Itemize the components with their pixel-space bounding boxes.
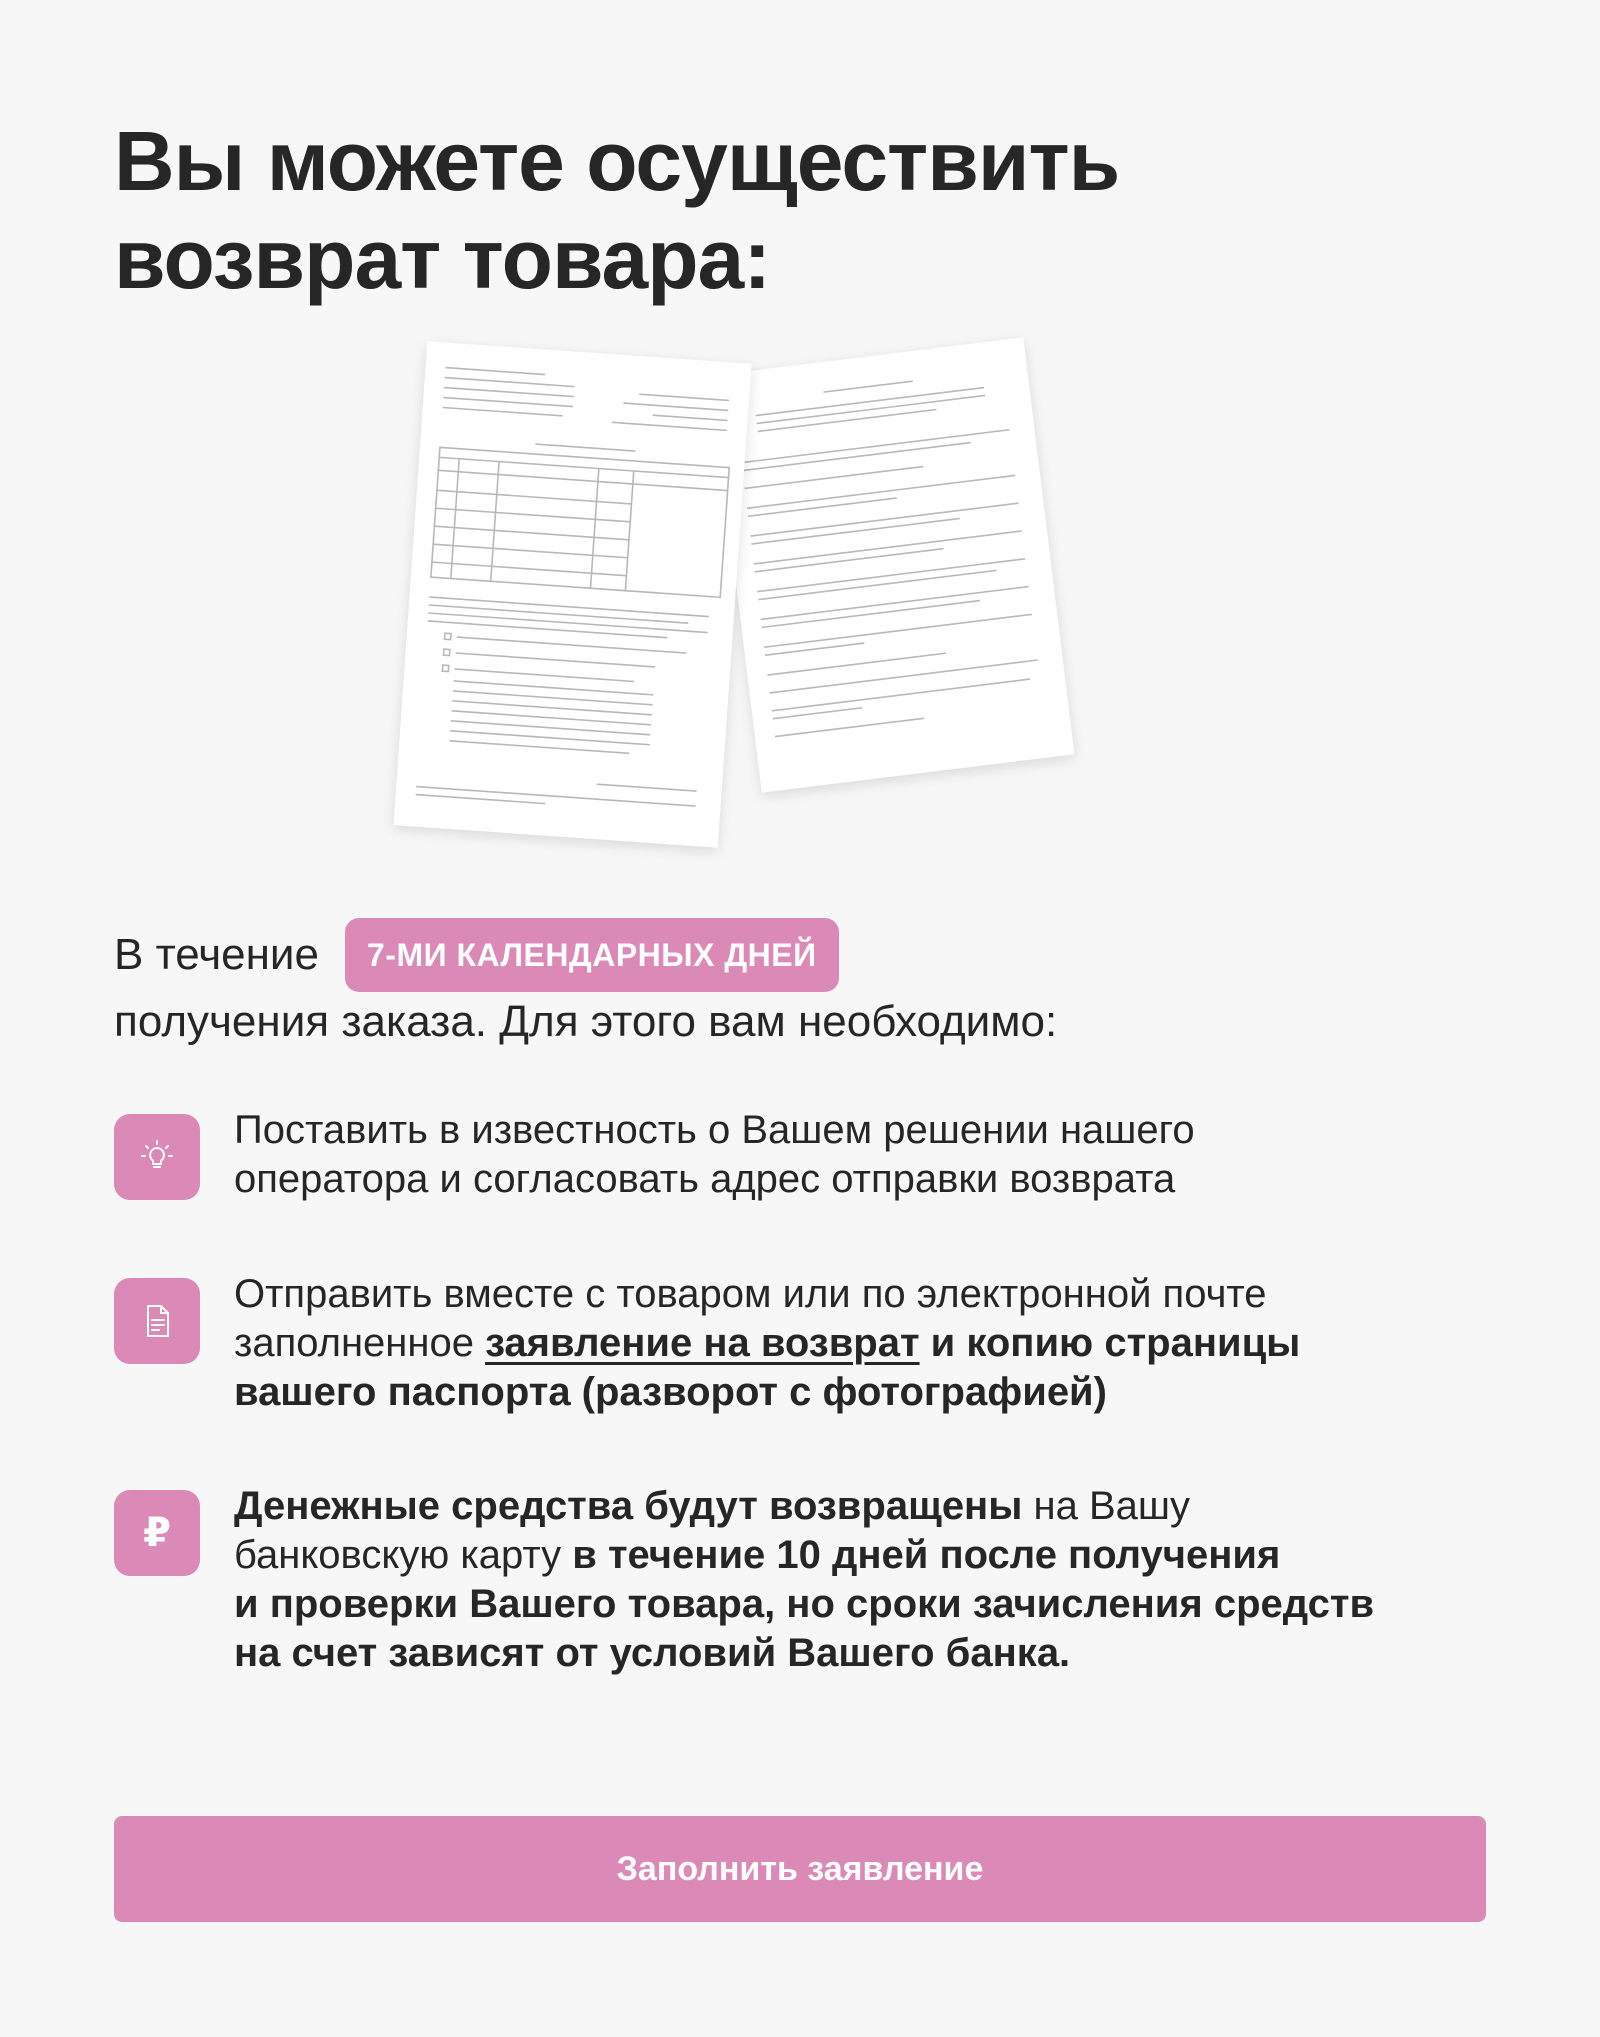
intro-prefix: В течение: [114, 930, 319, 979]
client-memo-sheet: [711, 337, 1075, 792]
step-3-normal-1: на Вашу: [1022, 1484, 1190, 1528]
return-application-sheet: [393, 341, 751, 847]
intro-suffix: получения заказа. Для этого вам необходимо:: [114, 997, 1058, 1046]
return-application-link[interactable]: заявление на возврат: [485, 1321, 920, 1365]
return-period-badge: 7-МИ КАЛЕНДАРНЫХ ДНЕЙ: [345, 918, 839, 992]
step-3-bold-3: и проверки Вашего товара, но сроки зачисления средств: [234, 1582, 1375, 1626]
step-1-line-1: Поставить в известность о Вашем решении нашего: [234, 1108, 1195, 1152]
step-refund-text: [234, 1482, 1534, 1678]
ruble-icon: [114, 1490, 200, 1576]
page-title: [114, 112, 1414, 308]
step-send-text: [234, 1270, 1534, 1417]
return-period-intro: [114, 916, 1494, 1050]
return-form-documents-image: [390, 340, 1110, 870]
step-1-line-2: оператора и согласовать адрес отправки возврата: [234, 1157, 1176, 1201]
step-3-normal-2: банковскую карту: [234, 1533, 573, 1577]
step-2-line-3: вашего паспорта (разворот с фотографией): [234, 1370, 1107, 1414]
ruble-symbol: ₽: [143, 1510, 171, 1556]
fill-application-button[interactable]: Заполнить заявление: [114, 1816, 1486, 1922]
document-icon: [114, 1278, 200, 1364]
title-line-1: Вы можете осуществить: [114, 114, 1120, 208]
client-memo-lines: [711, 337, 1075, 792]
step-3-bold-4: на счет зависят от условий Вашего банка.: [234, 1631, 1071, 1675]
step-3-bold-2: в течение 10 дней после получения: [572, 1533, 1281, 1577]
step-2-line-2-bold: и копию страницы: [919, 1321, 1301, 1365]
title-line-2: возврат товара:: [114, 212, 771, 306]
step-3-bold-1: Денежные средства будут возвращены: [234, 1484, 1023, 1528]
step-2-line-1: Отправить вместе с товаром или по электронной почте: [234, 1272, 1267, 1316]
step-2-line-2-prefix: заполненное: [234, 1321, 486, 1365]
step-notify-text: [234, 1106, 1534, 1204]
return-application-lines: [393, 341, 751, 847]
lightbulb-icon: [114, 1114, 200, 1200]
